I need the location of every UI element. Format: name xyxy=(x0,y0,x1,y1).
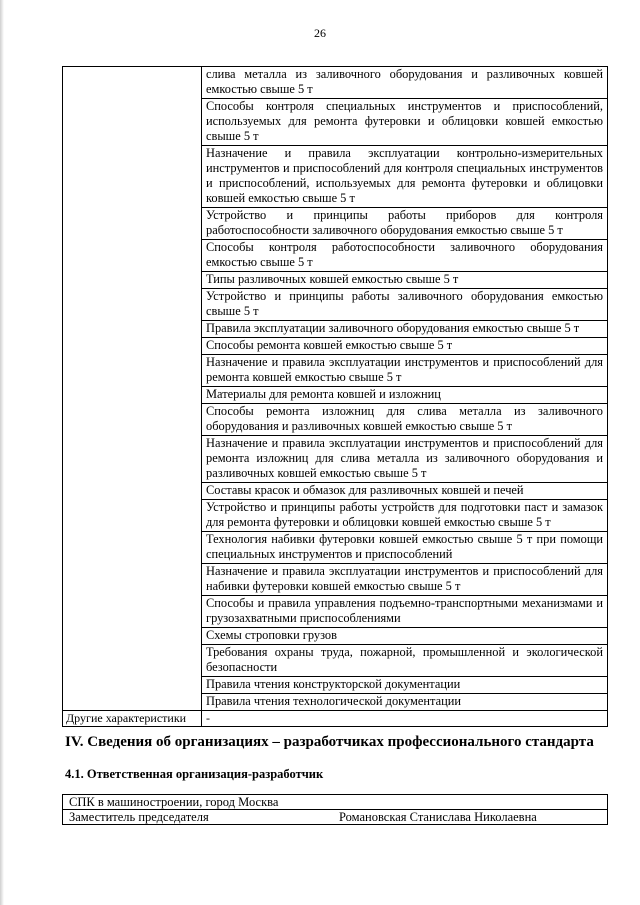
section-title: IV. Сведения об организациях – разработчиках профессионального стандарта xyxy=(65,734,594,750)
list-item: Способы контроля работоспособности заливочного оборудования емкостью свыше 5 т xyxy=(202,239,607,271)
list-item: Типы разливочных ковшей емкостью свыше 5 т xyxy=(202,271,607,288)
other-characteristics-label: Другие характеристики xyxy=(63,711,202,727)
organization-name: СПК в машиностроении, город Москва xyxy=(63,795,608,810)
knowledge-label-cell xyxy=(63,67,202,711)
other-characteristics-row xyxy=(63,711,608,727)
list-item: Требования охраны труда, пожарной, промышленной и экологической безопасности xyxy=(202,644,607,676)
signatory-role: Заместитель председателя xyxy=(69,810,209,824)
list-item: Назначение и правила эксплуатации инструментов и приспособлений для набивки футеровки ковшей емкостью свыше 5 т xyxy=(202,563,607,595)
list-item: Материалы для ремонта ковшей и изложниц xyxy=(202,386,607,403)
list-item: Способы контроля специальных инструментов и приспособлений, используемых для ремонта футеровки и облицовки ковшей емкостью свыше 5 т xyxy=(202,98,607,145)
list-item: Правила эксплуатации заливочного оборудования емкостью свыше 5 т xyxy=(202,320,607,337)
list-item: Назначение и правила эксплуатации инструментов и приспособлений для ремонта ковшей емкостью свыше 5 т xyxy=(202,354,607,386)
page-edge-shadow xyxy=(0,0,4,905)
list-item: Технология набивки футеровки ковшей емкостью свыше 5 т при помощи специальных инструментов и приспособлений xyxy=(202,531,607,563)
list-item: Устройство и принципы работы заливочного оборудования емкостью свыше 5 т xyxy=(202,288,607,320)
list-item: Схемы строповки грузов xyxy=(202,627,607,644)
page-number: 26 xyxy=(314,26,326,40)
list-item: Правила чтения конструкторской документации xyxy=(202,676,607,693)
organization-signatory xyxy=(63,810,608,825)
list-item: Способы и правила управления подъемно-транспортными механизмами и грузозахватными приспособлениями xyxy=(202,595,607,627)
knowledge-list-cell xyxy=(202,67,608,711)
other-characteristics-value: - xyxy=(202,711,608,727)
list-item: Правила чтения технологической документации xyxy=(202,693,607,710)
knowledge-row xyxy=(63,67,608,711)
list-item: Назначение и правила эксплуатации инструментов и приспособлений для ремонта изложниц для слива металла из заливочного оборудования и разливочных ковшей емкостью свыше 5 т xyxy=(202,435,607,482)
list-item: Способы ремонта изложниц для слива металла из заливочного оборудования и разливочных ковшей емкостью свыше 5 т xyxy=(202,403,607,435)
requirements-table xyxy=(62,66,608,727)
signatory-person: Романовская Станислава Николаевна xyxy=(339,810,537,824)
list-item: Устройство и принципы работы устройств для подготовки паст и замазок для ремонта футеровки и облицовки ковшей емкостью свыше 5 т xyxy=(202,499,607,531)
list-item: Способы ремонта ковшей емкостью свыше 5 т xyxy=(202,337,607,354)
list-item: Устройство и принципы работы приборов для контроля работоспособности заливочного оборудования емкостью свыше 5 т xyxy=(202,207,607,239)
subsection-title: 4.1. Ответственная организация-разработчик xyxy=(65,767,324,781)
list-item: слива металла из заливочного оборудования и разливочных ковшей емкостью свыше 5 т xyxy=(206,67,603,96)
organization-table xyxy=(62,794,608,825)
list-item: Назначение и правила эксплуатации контрольно-измерительных инструментов и приспособлений для контроля специальных инструментов и приспособлений, используемых для ремонта футеровки и облицовки ковшей емкостью свыше 5 т xyxy=(202,145,607,207)
list-item: Составы красок и обмазок для разливочных ковшей и печей xyxy=(202,482,607,499)
